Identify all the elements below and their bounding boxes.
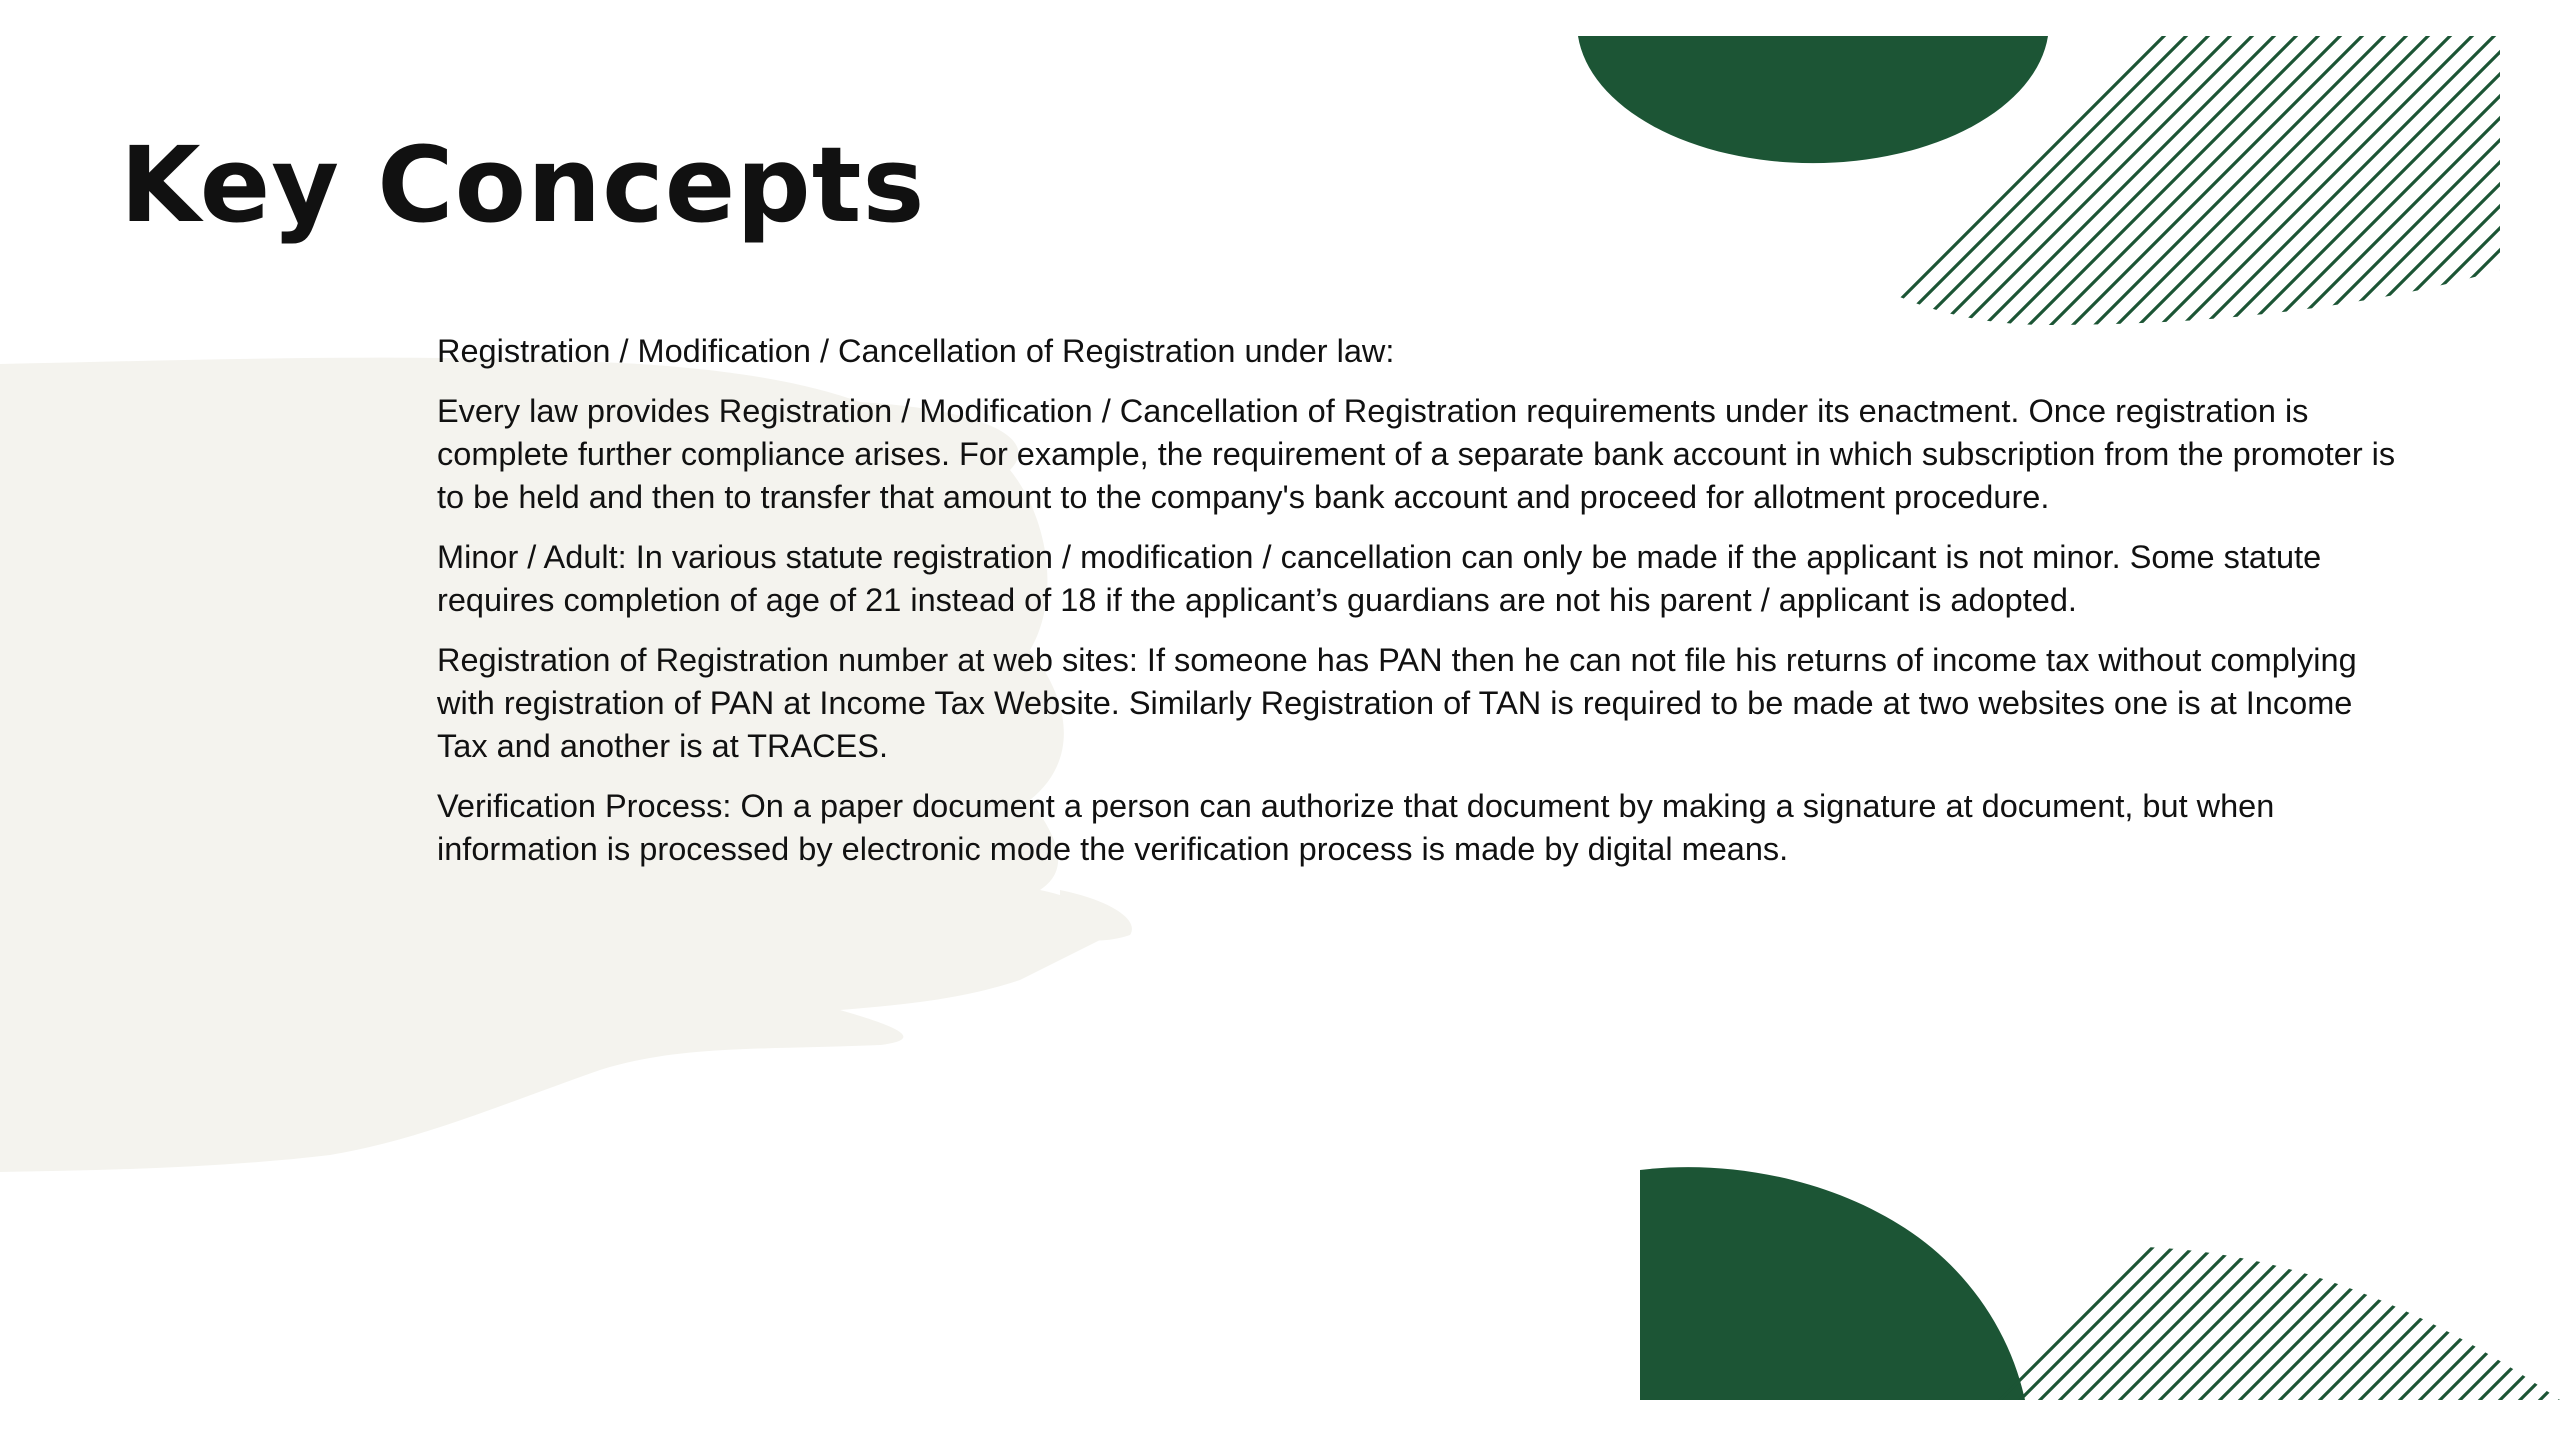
hatch-line [2522, 0, 2560, 800]
hatch-line [2440, 1200, 2560, 1440]
hatch-line [2544, 0, 2560, 800]
hatch-line [1960, 1200, 2260, 1440]
paragraph-verification-process: Verification Process: On a paper document a person can authorize that document by making a signature at document, but when information is processed by electronic mode the verification process is made by digital means. [437, 788, 2275, 867]
hatch-line [2480, 1200, 2560, 1440]
hatch-line [2460, 1200, 2560, 1440]
paragraph-registration-heading: Registration / Modification / Cancellation of Registration under law: [437, 333, 1395, 369]
hatch-line [2220, 1200, 2520, 1440]
hatch-pattern-bottom [1900, 1200, 2560, 1440]
hatch-line [2120, 1200, 2420, 1440]
hatch-line [2420, 1200, 2560, 1440]
hatch-line [2020, 1200, 2320, 1440]
paragraph-registration-requirements: Every law provides Registration / Modification / Cancellation of Registration requirements under its enactment. Once registration is complete further compliance arises. For example, the requirement of a separate bank account in which subscription from the promoter is to be held and then to transfer that amount to the company's bank account and proceed for allotment procedure. [437, 393, 2396, 515]
hatch-line [2320, 1200, 2560, 1440]
brush-stroke-flick [1060, 890, 1132, 940]
hatch-line [2500, 1200, 2560, 1440]
green-half-circle-bottom [1640, 1167, 2025, 1400]
hatch-line [2180, 1200, 2480, 1440]
hatch-line [2456, 0, 2560, 800]
hatch-line [2160, 1200, 2460, 1440]
hatch-line [2340, 1200, 2560, 1440]
hatch-line [2360, 1200, 2560, 1440]
green-half-circle-top [1578, 36, 2048, 163]
slide-title: Key Concepts [120, 124, 926, 246]
hatch-line [2040, 1200, 2340, 1440]
hatch-line [2000, 1200, 2300, 1440]
hatch-line [2520, 1200, 2560, 1440]
hatch-line [2140, 1200, 2440, 1440]
slide-body [437, 330, 2397, 888]
hatch-line [2400, 1200, 2560, 1440]
paragraph-minor-adult: Minor / Adult: In various statute registration / modification / cancellation can only be made if the applicant is not minor. Some statute requires completion of age of 21 instead of 18 if the applicant’s guardians are not his parent / applicant is adopted. [437, 539, 2322, 618]
hatch-line [2100, 1200, 2400, 1440]
hatch-line [2240, 1200, 2540, 1440]
hatch-line [2478, 0, 2560, 800]
hatch-line [2260, 1200, 2560, 1440]
hatch-line [2200, 1200, 2500, 1440]
hatch-line [2060, 1200, 2360, 1440]
hatch-line [2380, 1200, 2560, 1440]
hatch-line [2540, 1200, 2560, 1440]
hatch-line [2080, 1200, 2380, 1440]
paragraph-registration-websites: Registration of Registration number at web sites: If someone has PAN then he can not file his returns of income tax without complying with registration of PAN at Income Tax Website. Similarly Registration of TAN is required to be made at two websites one is at Income Tax and another is at TRACES. [437, 642, 2357, 764]
hatch-line [1980, 1200, 2280, 1440]
hatch-line [2500, 0, 2560, 800]
